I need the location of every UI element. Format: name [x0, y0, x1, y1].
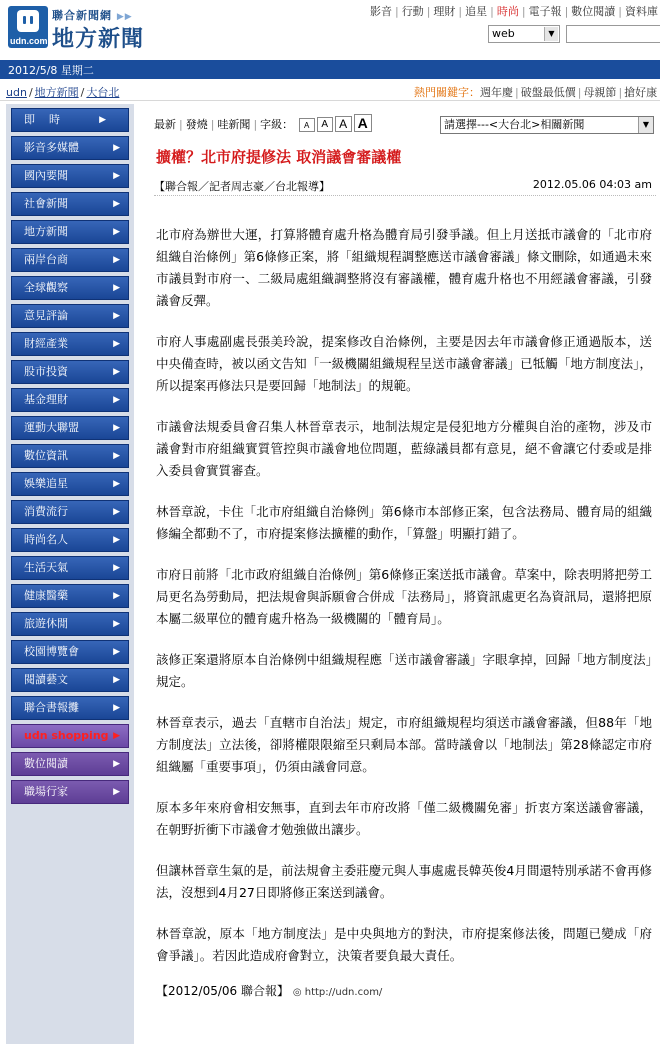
chevron-right-icon: ▶: [113, 367, 120, 377]
chevron-right-icon: ▶: [113, 787, 120, 797]
chevron-right-icon: ▶: [113, 675, 120, 685]
sidebar-item-label: 財經產業: [24, 337, 68, 350]
sidebar-item-label: 全球觀察: [24, 281, 68, 294]
chevron-right-icon: ▶: [113, 731, 120, 741]
current-date: 2012/5/8 星期二: [8, 64, 94, 77]
search-input[interactable]: [566, 25, 660, 43]
sidebar-item[interactable]: [11, 304, 129, 328]
article-paragraph: 該修正案還將原本自治條例中組織規程應「送市議會審議」字眼拿掉，回歸「地方制度法」規定。: [156, 652, 652, 689]
top-nav-item[interactable]: 追星: [465, 5, 488, 18]
sidebar-item-label: 職場行家: [24, 785, 68, 798]
sidebar-item[interactable]: [11, 388, 129, 412]
top-nav-item[interactable]: 電子報: [528, 5, 562, 18]
sidebar-item[interactable]: [11, 500, 129, 524]
sidebar-item-label: 健康醫藥: [24, 589, 68, 602]
logo-main-text: 地方新聞: [52, 26, 145, 52]
article-paragraph: 原本多年來府會相安無事，直到去年市府改將「僅二級機關免審」折衷方案送議會審議，在朝野折衝下市議會才勉強做出讓步。: [156, 800, 652, 837]
article-paragraph: 市府日前將「北市政府組織自治條例」第6條修正案送抵市議會。草案中，除表明將把勞工局更名為勞動局，把法規會與訴願會合併成「法務局」，將資訊處更名為資訊局，還將把原本屬二級單位的體育處升格為一級機關的「體育局」。: [156, 567, 652, 626]
chevron-right-icon: ▶: [99, 115, 120, 125]
sidebar-item-label: 生活天氣: [24, 561, 68, 574]
arrows-icon: ▶▶: [116, 12, 133, 22]
breadcrumb-item[interactable]: udn: [6, 86, 27, 99]
chevron-right-icon: ▶: [113, 507, 120, 517]
sidebar-item-label: 影音多媒體: [24, 141, 79, 154]
footer-source: 【2012/05/06 聯合報】: [156, 984, 289, 998]
breadcrumb: udn / 地方新聞 / 大台北: [6, 86, 120, 99]
article-paragraph: 北市府為辦世大運，打算將體育處升格為體育局引發爭議。但上月送抵市議會的「北市府組織自治條例」第6條修正案，將「組織規程調整應送市議會審議」條文刪除，如通過未來市議員對市府一、二級局處組織調整將沒有審議權，體育處升格也不用經議會審議，引發議會反彈。: [156, 227, 652, 308]
article-paragraph: 但讓林晉章生氣的是，前法規會主委莊慶元與人事處處長韓英俊4月間還特別承諾不會再修法，沒想到4月27日即將修正案送到議會。: [156, 863, 652, 900]
dropdown-arrow-icon: ▼: [544, 27, 558, 41]
sidebar-item[interactable]: [11, 416, 129, 440]
sidebar-item-label: 社會新聞: [24, 197, 68, 210]
chevron-right-icon: ▶: [113, 479, 120, 489]
sidebar-item[interactable]: [11, 528, 129, 552]
search-scope-select[interactable]: [488, 25, 560, 43]
chevron-right-icon: ▶: [113, 535, 120, 545]
sidebar-item[interactable]: [11, 696, 129, 720]
chevron-right-icon: ▶: [113, 619, 120, 629]
article-time: 2012.05.06 04:03 am: [532, 178, 652, 191]
related-news-select[interactable]: [440, 116, 654, 134]
hot-keyword-link[interactable]: 週年慶: [480, 86, 513, 99]
sidebar-item[interactable]: [11, 640, 129, 664]
logo-top-text: 聯合新聞網 ▶▶: [52, 9, 133, 22]
breadcrumb-item[interactable]: 大台北: [86, 86, 120, 99]
chevron-right-icon: ▶: [113, 759, 120, 769]
font-size-label: 字級：: [260, 118, 294, 131]
sidebar-item-label: 聯合書報攤: [24, 701, 79, 714]
sidebar-item-label: 即時: [24, 113, 74, 126]
sidebar-item[interactable]: [11, 472, 129, 496]
sidebar-item-label: udn shopping: [24, 729, 109, 742]
top-nav-item[interactable]: 理財: [433, 5, 456, 18]
chevron-right-icon: ▶: [113, 283, 120, 293]
chevron-right-icon: ▶: [113, 199, 120, 209]
date-bar: [0, 60, 660, 79]
toolbar-hot-link[interactable]: 發燒: [185, 118, 208, 131]
footer-url-text: http://udn.com/: [304, 987, 383, 998]
sidebar-item-label: 股市投資: [24, 365, 68, 378]
site-logo[interactable]: [8, 6, 148, 52]
sidebar-item[interactable]: [11, 360, 129, 384]
sidebar-item-label: 旅遊休閒: [24, 617, 68, 630]
article-paragraph: 市議會法規委員會召集人林晉章表示，地制法規定是侵犯地方分權與自治的產物，涉及市議會對市府組織實質管控與市議會地位問題，藍綠議員都有意見，絕不會讓它付委或是排入委員會實質審查。: [156, 419, 652, 478]
sidebar-item-label: 娛樂追星: [24, 477, 68, 490]
main-content: [146, 104, 660, 1044]
chevron-right-icon: ▶: [113, 311, 120, 321]
sidebar-item-label: 地方新聞: [24, 225, 68, 238]
chevron-right-icon: ▶: [113, 395, 120, 405]
related-news-value: 請選擇---<大台北>相關新聞: [444, 118, 585, 131]
chevron-right-icon: ▶: [113, 591, 120, 601]
chevron-right-icon: ▶: [113, 647, 120, 657]
sidebar-item-label: 基金理財: [24, 393, 68, 406]
sidebar-item-label: 國內要聞: [24, 169, 68, 182]
site-header: [0, 0, 660, 60]
article-body: [156, 224, 652, 999]
sidebar-item-label: 兩岸台商: [24, 253, 68, 266]
sidebar-item[interactable]: [11, 752, 129, 776]
sidebar-item[interactable]: [11, 164, 129, 188]
font-size-large-button[interactable]: A: [335, 116, 352, 132]
sidebar-item-label: 數位資訊: [24, 449, 68, 462]
article-paragraph: 林晉章說，原本「地方制度法」是中央與地方的對決，市府提案修法後，問題已變成「府會爭議」。若因此造成府會對立，決策者要負最大責任。: [156, 926, 652, 963]
hot-keyword-link[interactable]: 搶好康: [624, 86, 658, 99]
toolbar-wow-link[interactable]: 哇新聞: [217, 118, 251, 131]
sidebar-item-label: 運動大聯盟: [24, 421, 79, 434]
sidebar-item[interactable]: [11, 108, 129, 132]
chevron-right-icon: ▶: [113, 563, 120, 573]
sidebar-item[interactable]: [11, 444, 129, 468]
chevron-right-icon: ▶: [113, 255, 120, 265]
hot-keyword-link[interactable]: 母親節: [583, 86, 617, 99]
article-paragraph: 市府人事處副處長張美玲說，提案修改自治條例，主要是因去年市議會修正通過版本，送中央備查時，被以函文告知「一級機關組織規程呈送市議會審議」已牴觸「地方制度法」，所以提案再修法只是要回歸「地制法」的規範。: [156, 334, 652, 393]
top-nav-item[interactable]: 數位閱讀: [571, 5, 616, 18]
article-footer: [156, 982, 652, 999]
sidebar-item[interactable]: [11, 584, 129, 608]
font-size-small-button[interactable]: A: [299, 118, 315, 132]
top-nav-item[interactable]: 資料庫: [625, 5, 658, 18]
sidebar-item-label: 閱讀藝文: [24, 673, 68, 686]
sidebar-item-label: 時尚名人: [24, 533, 68, 546]
sidebar-item-label: 校園博覽會: [24, 645, 79, 658]
globe-icon: ◎: [292, 987, 302, 998]
chevron-right-icon: ▶: [113, 143, 120, 153]
article-paragraph: 林晉章表示，過去「直轄市自治法」規定，市府組織規程均須送市議會審議，但88年「地方制度法」立法後，卻將權限限縮至只剩局本部。當時議會以「地制法」第28條認定市府組織屬「重要事項」，仍須由議會同意。: [156, 715, 652, 774]
hot-keyword-link[interactable]: 破盤最低價: [520, 86, 576, 99]
sidebar-item[interactable]: [11, 220, 129, 244]
sidebar-item[interactable]: [11, 724, 129, 748]
sidebar-item[interactable]: [11, 248, 129, 272]
sidebar: [6, 104, 134, 1044]
sidebar-item[interactable]: [11, 136, 129, 160]
chevron-right-icon: ▶: [113, 423, 120, 433]
article-source: 【聯合報／記者周志豪／台北報導】: [154, 180, 330, 193]
article-title: 擴權？北市府提修法 取消議會審議權: [156, 148, 402, 166]
udn-plug-icon: [8, 6, 48, 48]
sidebar-item[interactable]: [11, 332, 129, 356]
dropdown-arrow-icon: ▼: [638, 117, 653, 133]
sidebar-item[interactable]: [11, 668, 129, 692]
chevron-right-icon: ▶: [113, 339, 120, 349]
chevron-right-icon: ▶: [113, 703, 120, 713]
font-size-medium-button[interactable]: A: [317, 117, 333, 132]
top-nav: 影音 | 行動 | 理財 | 追星 | 時尚 | 電子報 | 數位閱讀 | 資料庫: [369, 5, 658, 18]
sidebar-item[interactable]: [11, 556, 129, 580]
footer-url[interactable]: [293, 987, 383, 998]
article-paragraph: 林晉章說，卡住「北市府組織自治條例」第6條市本部修正案，包含法務局、體育局的組織修編全都動不了，市府提案修法擴權的動作，「算盤」明顯打錯了。: [156, 504, 652, 541]
sidebar-item[interactable]: [11, 612, 129, 636]
sidebar-item-label: 意見評論: [24, 309, 68, 322]
top-nav-item[interactable]: 時尚: [496, 5, 519, 18]
top-nav-item[interactable]: 行動: [401, 5, 424, 18]
article-toolbar: 最新 | 發燒 | 哇新聞 | 字級： A A A A: [154, 114, 372, 132]
chevron-right-icon: ▶: [113, 227, 120, 237]
breadcrumb-row: [0, 79, 660, 101]
hot-keywords: 熱門關鍵字：週年慶 | 破盤最低價 | 母親節 | 搶好康: [414, 86, 658, 99]
sidebar-item[interactable]: [11, 192, 129, 216]
logo-udn-text: udn.com: [10, 36, 48, 46]
search-area: [488, 25, 660, 45]
sidebar-item-label: 消費流行: [24, 505, 68, 518]
article-meta: [154, 176, 656, 196]
search-scope-value: web: [492, 27, 515, 40]
breadcrumb-item[interactable]: 地方新聞: [34, 86, 79, 99]
top-nav-item[interactable]: 影音: [369, 5, 392, 18]
chevron-right-icon: ▶: [113, 171, 120, 181]
sidebar-item[interactable]: [11, 780, 129, 804]
font-size-xlarge-button[interactable]: A: [354, 114, 372, 132]
chevron-right-icon: ▶: [113, 451, 120, 461]
sidebar-item-label: 數位閱讀: [24, 757, 68, 770]
hot-keywords-label: 熱門關鍵字：: [414, 86, 480, 99]
toolbar-latest-link[interactable]: 最新: [154, 118, 176, 131]
sidebar-item[interactable]: [11, 276, 129, 300]
